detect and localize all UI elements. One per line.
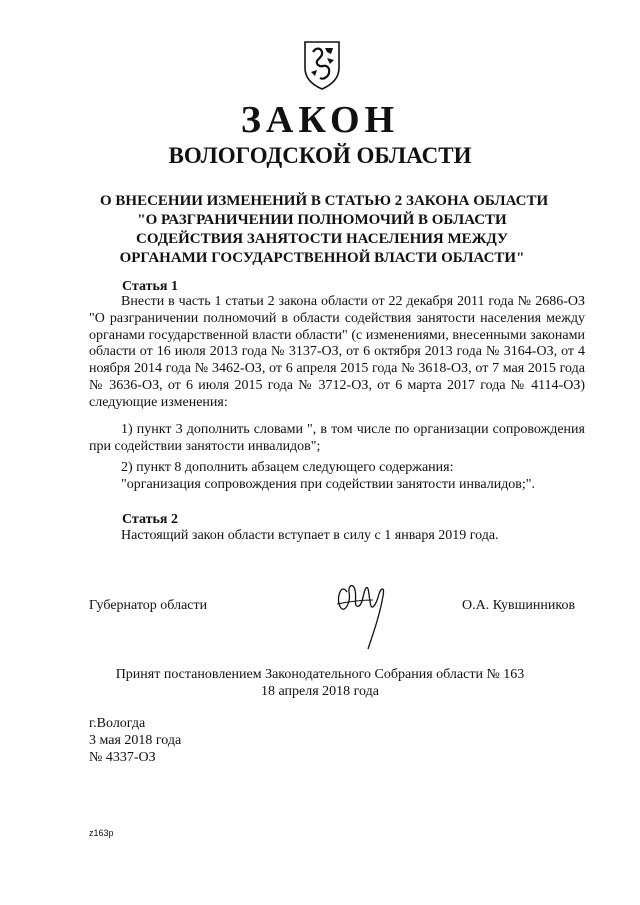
law-number: № 4337-ОЗ bbox=[89, 750, 156, 765]
coat-of-arms-icon bbox=[303, 40, 341, 90]
governor-title: Губернатор области bbox=[89, 598, 208, 613]
article-1-item-2: 2) пункт 8 дополнить абзацем следующего содержания: bbox=[121, 460, 454, 475]
subtitle-line: СОДЕЙСТВИЯ ЗАНЯТОСТИ НАСЕЛЕНИЯ МЕЖДУ bbox=[136, 231, 508, 247]
adoption-line-1: Принят постановлением Законодательного Собрания области № 163 bbox=[115, 667, 525, 682]
subtitle-line: О ВНЕСЕНИИ ИЗМЕНЕНИЙ В СТАТЬЮ 2 ЗАКОНА ОБЛАСТИ bbox=[100, 193, 549, 209]
article-1-heading: Статья 1 bbox=[122, 279, 178, 294]
document-code: z163p bbox=[89, 828, 114, 838]
sign-date: 3 мая 2018 года bbox=[89, 733, 182, 748]
subtitle-line: ОРГАНАМИ ГОСУДАРСТВЕННОЙ ВЛАСТИ ОБЛАСТИ" bbox=[119, 250, 525, 266]
region-title: ВОЛОГОДСКОЙ ОБЛАСТИ bbox=[168, 143, 472, 168]
city: г.Вологда bbox=[89, 716, 146, 731]
signature-mark bbox=[333, 578, 393, 650]
adoption-line-2: 18 апреля 2018 года bbox=[261, 684, 379, 699]
subtitle-line: "О РАЗГРАНИЧЕНИИ ПОЛНОМОЧИЙ В ОБЛАСТИ bbox=[137, 212, 507, 228]
place-date-block bbox=[89, 715, 181, 766]
article-2-text: Настоящий закон области вступает в силу с 1 января 2019 года. bbox=[121, 528, 499, 543]
article-2-heading: Статья 2 bbox=[122, 512, 178, 527]
article-1-item-1: 1) пункт 3 дополнить словами ", в том числе по организации сопровождения при содействии занятости инвалидов"; bbox=[89, 422, 585, 454]
adoption-note bbox=[0, 666, 640, 700]
article-1-intro: Внести в часть 1 статьи 2 закона области от 22 декабря 2011 года № 2686-ОЗ "О разграничении полномочий в области содействия занятости населения между органами государственной власти области" (с изменениями, внесенными законами области от 16 июля 2013 года № 3137-ОЗ, от 6 октября 2013 года № 3164-ОЗ, от 4 ноября 2014 года № 3462-ОЗ, от 6 апреля 2015 года № 3618-ОЗ, от 7 мая 2015 года № 3636-ОЗ, от 6 июля 2015 года № 3712-ОЗ, от 6 марта 2017 года № 4114-ОЗ) следующие изменения: bbox=[89, 294, 585, 410]
governor-name: О.А. Кувшинников bbox=[462, 598, 576, 613]
article-1-item-2-text: "организация сопровождения при содействии занятости инвалидов;". bbox=[121, 477, 536, 492]
law-title: ЗАКОН bbox=[240, 99, 400, 141]
law-subtitle bbox=[100, 192, 549, 268]
